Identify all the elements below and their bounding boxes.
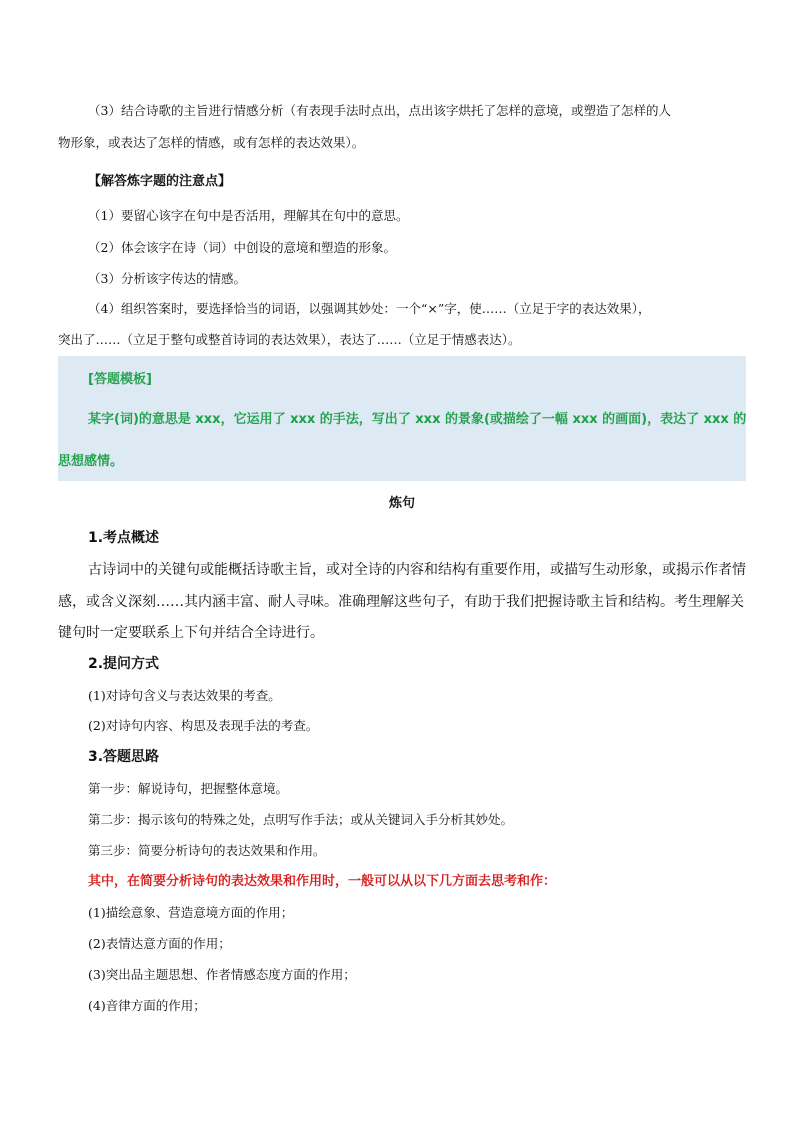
heading-approach: 3.答题思路 bbox=[88, 749, 160, 765]
heading-overview: 1.考点概述 bbox=[88, 530, 160, 546]
note-3: （3）分析该字传达的情感。 bbox=[88, 271, 246, 286]
note-1: （1）要留心该字在句中是否活用，理解其在句中的意思。 bbox=[88, 208, 409, 223]
step-1: 第一步：解说诗句，把握整体意境。 bbox=[88, 781, 289, 796]
step-2: 第二步：揭示该句的特殊之处，点明写作手法；或从关键词入手分析其妙处。 bbox=[88, 812, 514, 827]
template-heading: [答题模板] bbox=[88, 372, 152, 387]
template-line1: 某字(词)的意思是 xxx，它运用了 xxx 的手法，写出了 xxx 的景象(或描绘了一幅 xxx 的画面)，表达了 xxx 的 bbox=[88, 412, 746, 427]
template-line2: 思想感情。 bbox=[58, 454, 124, 469]
notes-heading: 【解答炼字题的注意点】 bbox=[88, 174, 232, 189]
note-4-line1: （4）组织答案时，要选择恰当的词语，以强调其妙处：一个“×”字，使……（立足于字的表达效果）， bbox=[88, 301, 651, 316]
aspect-3: (3)突出品主题思想、作者情感态度方面的作用； bbox=[88, 967, 356, 982]
overview-line2: 感，或含义深刻……其内涵丰富、耐人寻味。准确理解这些句子，有助于我们把握诗歌主旨和结构。考生理解关 bbox=[58, 594, 744, 610]
ask-1: (1)对诗句含义与表达效果的考查。 bbox=[88, 688, 281, 703]
aspect-4: (4)音律方面的作用； bbox=[88, 998, 206, 1013]
note-4-line2: 突出了……（立足于整句或整首诗词的表达效果），表达了……（立足于情感表达）。 bbox=[58, 332, 521, 347]
overview-line3: 键句时一定要联系上下句并结合全诗进行。 bbox=[58, 625, 324, 641]
step-3: 第三步：简要分析诗句的表达效果和作用。 bbox=[88, 843, 326, 858]
overview-line1: 古诗词中的关键句或能概括诗歌主旨，或对全诗的内容和结构有重要作用，或描写生动形象，或揭示作者情 bbox=[88, 562, 746, 578]
highlight-note: 其中，在简要分析诗句的表达效果和作用时，一般可以从以下几方面去思考和作： bbox=[88, 874, 557, 889]
aspect-2: (2)表情达意方面的作用； bbox=[88, 936, 231, 951]
ask-2: (2)对诗句内容、构思及表现手法的考查。 bbox=[88, 718, 319, 733]
section-title: 炼句 bbox=[388, 496, 415, 511]
note-2: （2）体会该字在诗（词）中创设的意境和塑造的形象。 bbox=[88, 240, 396, 255]
aspect-1: (1)描绘意象、营造意境方面的作用； bbox=[88, 905, 294, 920]
paragraph-item-3-line2: 物形象，或表达了怎样的情感，或有怎样的表达效果）。 bbox=[58, 135, 365, 150]
heading-ask: 2.提问方式 bbox=[88, 656, 160, 672]
answer-template-box bbox=[58, 356, 746, 481]
paragraph-item-3-line1: （3）结合诗歌的主旨进行情感分析（有表现手法时点出，点出该字烘托了怎样的意境，或塑造了怎样的人 bbox=[88, 103, 671, 118]
